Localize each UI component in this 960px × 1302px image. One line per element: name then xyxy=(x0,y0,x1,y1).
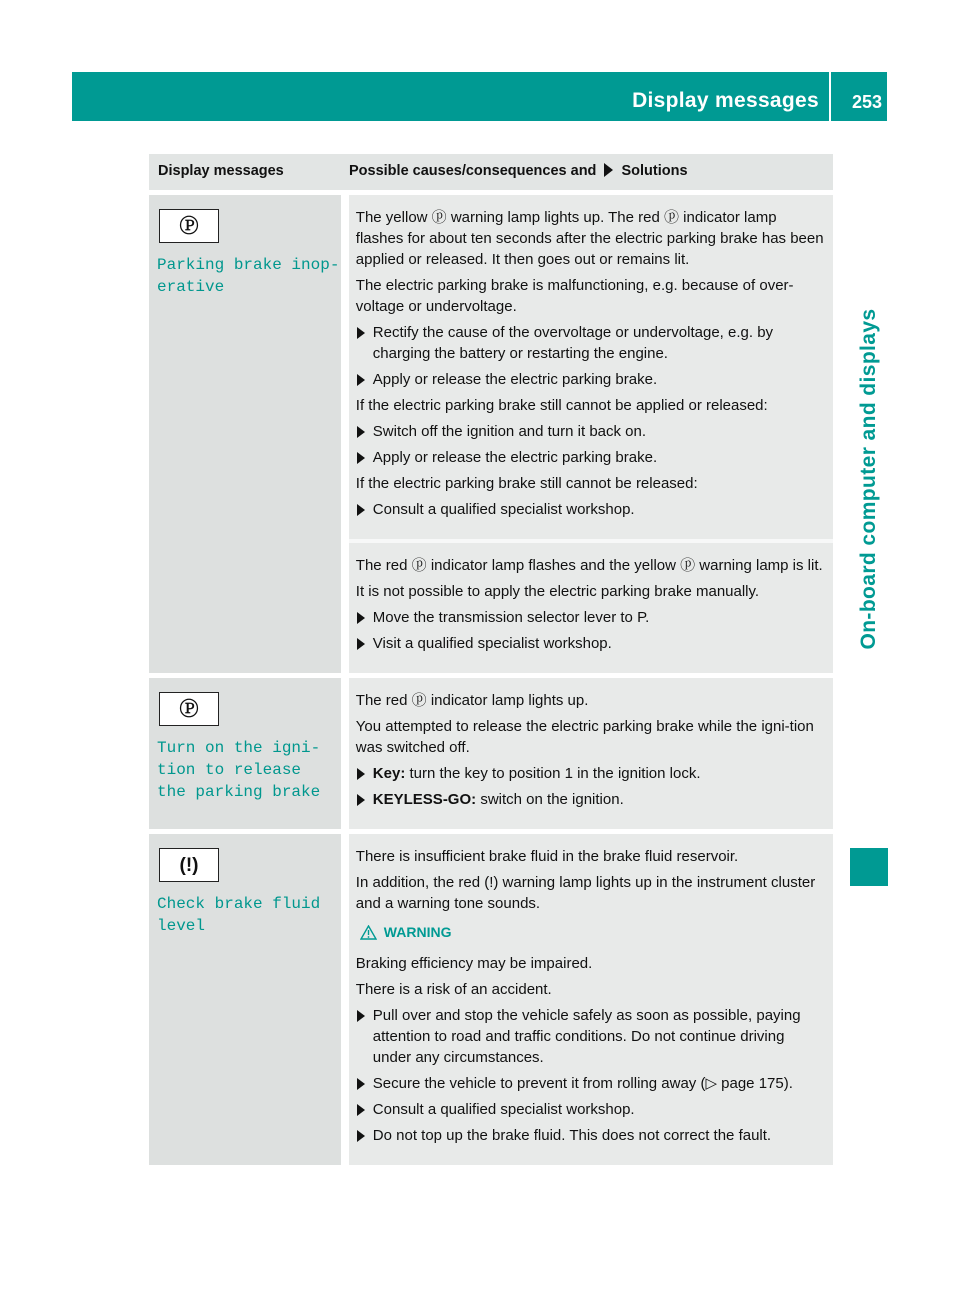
solution-step: Consult a qualified specialist workshop. xyxy=(356,1099,824,1120)
table-row xyxy=(149,829,833,1165)
solution-step: Rectify the cause of the overvoltage or undervoltage, e.g. by charging the battery or restarting the engine. xyxy=(356,322,824,364)
display-message: Turn on the igni‐ tion to release the parking brake xyxy=(157,739,321,801)
solution-step: Apply or release the electric parking brake. xyxy=(356,447,824,468)
side-tab xyxy=(850,120,888,838)
message-cell xyxy=(149,195,341,673)
solution-step: Apply or release the electric parking brake. xyxy=(356,369,824,390)
side-tab-label: On-board computer and displays xyxy=(857,308,880,650)
solution-step: Move the transmission selector lever to P. xyxy=(356,607,824,628)
cause-block: The yellow ⓟ warning lamp lights up. The red ⓟ indicator lamp flashes for about ten seconds after the electric parking brake has been applied or released. It then goes out or remains lit. The electric parking brake is malfunctioning, e.g. because of over-voltage or undervoltage. Rectify the cause of the overvoltage or undervoltage, e.g. by charging the battery or restarting the engine. Apply or release the electric parking brake. If the electric parking brake still cannot be applied or released: Switch off the ignition and turn it back on. Apply or release the electric parking brake. If the electric parking brake still cannot be released: Consult a qualified specialist workshop. xyxy=(355,209,824,518)
display-message: Parking brake inop‐ erative xyxy=(157,256,340,296)
solution-step: Key: turn the key to position 1 in the ignition lock. xyxy=(356,763,824,784)
arrow-icon xyxy=(604,163,613,177)
cause-block: There is insufficient brake fluid in the brake fluid reservoir. In addition, the red (!) warning lamp lights up in the instrument cluster and a warning tone sounds. WARNING Braking efficiency may be impaired. There is a risk of an accident. Pull over and stop the vehicle safely as soon as possible, paying attention to road and traffic conditions. Do not continue driving under any circumstances. Secure the vehicle to prevent it from rolling away (▷ page 175). Consult a qualified specialist workshop. Do not top up the brake fluid. This does not correct the fault. xyxy=(349,834,833,1165)
header-title: Display messages xyxy=(632,89,819,112)
page-header xyxy=(72,72,887,121)
solution-step: Secure the vehicle to prevent it from rolling away (▷ page 175). xyxy=(356,1073,824,1094)
warning-label: WARNING xyxy=(360,922,824,943)
col-header-causes: Possible causes/consequences and Solutions xyxy=(349,163,688,179)
table-row xyxy=(149,673,833,829)
side-tab-marker xyxy=(850,848,888,886)
message-cell xyxy=(149,678,341,829)
table-row xyxy=(149,190,833,673)
solution-step: KEYLESS-GO: switch on the ignition. xyxy=(356,789,824,810)
cause-block: The red ⓟ indicator lamp lights up. You attempted to release the electric parking brake while the igni-tion was switched off. Key: turn the key to position 1 in the ignition lock. KEYLESS-GO: switch on the ignition. xyxy=(349,678,833,829)
message-cell xyxy=(149,834,341,1165)
solution-step: Switch off the ignition and turn it back on. xyxy=(356,421,824,442)
cause-block: The red ⓟ indicator lamp flashes and the yellow ⓟ warning lamp is lit. It is not possible to apply the electric parking brake manually. Move the transmission selector lever to P. Visit a qualified specialist workshop. xyxy=(349,539,833,673)
solution-step: Do not top up the brake fluid. This does not correct the fault. xyxy=(356,1125,824,1146)
messages-table xyxy=(149,154,833,1165)
solution-step: Pull over and stop the vehicle safely as soon as possible, paying attention to road and traffic conditions. Do not continue driving under any circumstances. xyxy=(356,1005,824,1068)
causes-cell xyxy=(349,834,833,1165)
solution-step: Visit a qualified specialist workshop. xyxy=(356,633,824,654)
page-number: 253 xyxy=(851,92,882,112)
causes-cell xyxy=(349,195,833,673)
col-header-messages: Display messages xyxy=(158,163,284,179)
parking-brake-icon: Ⓟ xyxy=(159,692,219,726)
display-message: Check brake fluid level xyxy=(157,895,321,935)
warning-triangle-icon xyxy=(360,925,377,940)
table-header xyxy=(149,154,833,190)
solution-step: Consult a qualified specialist workshop. xyxy=(356,499,824,520)
parking-brake-icon: Ⓟ xyxy=(159,209,219,243)
header-divider xyxy=(829,72,831,121)
brake-warning-icon: (!) xyxy=(159,848,219,882)
causes-cell xyxy=(349,678,833,829)
